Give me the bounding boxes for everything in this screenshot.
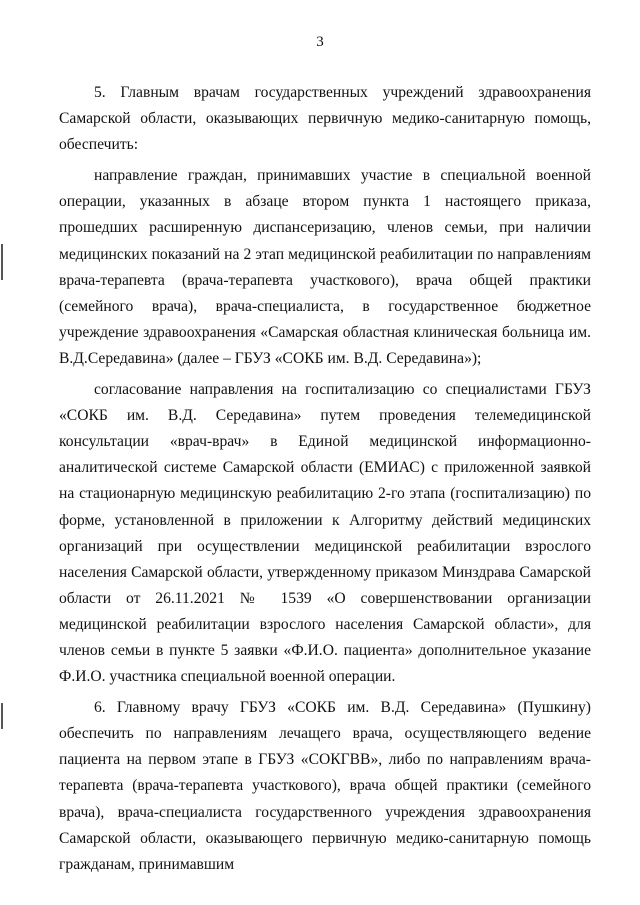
paragraph-item-6: 6. Главному врачу ГБУЗ «СОКБ им. В.Д. Середавина» (Пушкину) обеспечить по направлениям лечащего врача, осуществляющего ведение пациента на первом этапе в ГБУЗ «СОКГВВ», либо по направлениям врача-терапевта (врача-терапевта участкового), врача общей практики (семейного врача), врача-специалиста государственного учреждения здравоохранения Самарской области, оказывающего первичную медико-санитарную помощь гражданам, принимавшим <box>59 699 591 873</box>
paragraph-referral: направление граждан, принимавших участие в специальной военной операции, указанных в абзаце втором пункта 1 настоящего приказа, прошедших расширенную диспансеризацию, членов семьи, при наличии медицинских показаний на 2 этап медицинской реабилитации по направлениям врача-терапевта (врача-терапевта участкового), врача общей практики (семейного врача), врача-специалиста, в государственное бюджетное учреждение здравоохранения «Самарская областная клиническая больница им. В.Д.Середавина» (далее – ГБУЗ «СОКБ им. В.Д. Середавина»); <box>59 167 591 367</box>
document-body <box>59 80 591 878</box>
paragraph-item-5: 5. Главным врачам государственных учреждений здравоохранения Самарской области, оказывающих первичную медико-санитарную помощь, обеспечить: <box>59 84 591 154</box>
scan-edge-mark <box>1 244 3 280</box>
page-number: 3 <box>316 34 324 50</box>
scan-edge-mark <box>1 703 3 729</box>
paragraph-approval: согласование направления на госпитализацию со специалистами ГБУЗ «СОКБ им. В.Д. Середавина» путем проведения телемедицинской консультации «врач-врач» в Единой медицинской информационно-аналитической системе Самарской области (ЕМИАС) с приложенной заявкой на стационарную медицинскую реабилитацию 2-го этапа (госпитализацию) по форме, установленной в приложении к Алгоритму действий медицинских организаций при осуществлении медицинской реабилитации взрослого населения Самарской области, утвержденному приказом Минздрава Самарской области от 26.11.2021 № 1539 «О совершенствовании организации медицинской реабилитации взрослого населения Самарской области», для членов семьи в пункте 5 заявки «Ф.И.О. пациента» дополнительное указание Ф.И.О. участника специальной военной операции. <box>59 381 591 686</box>
